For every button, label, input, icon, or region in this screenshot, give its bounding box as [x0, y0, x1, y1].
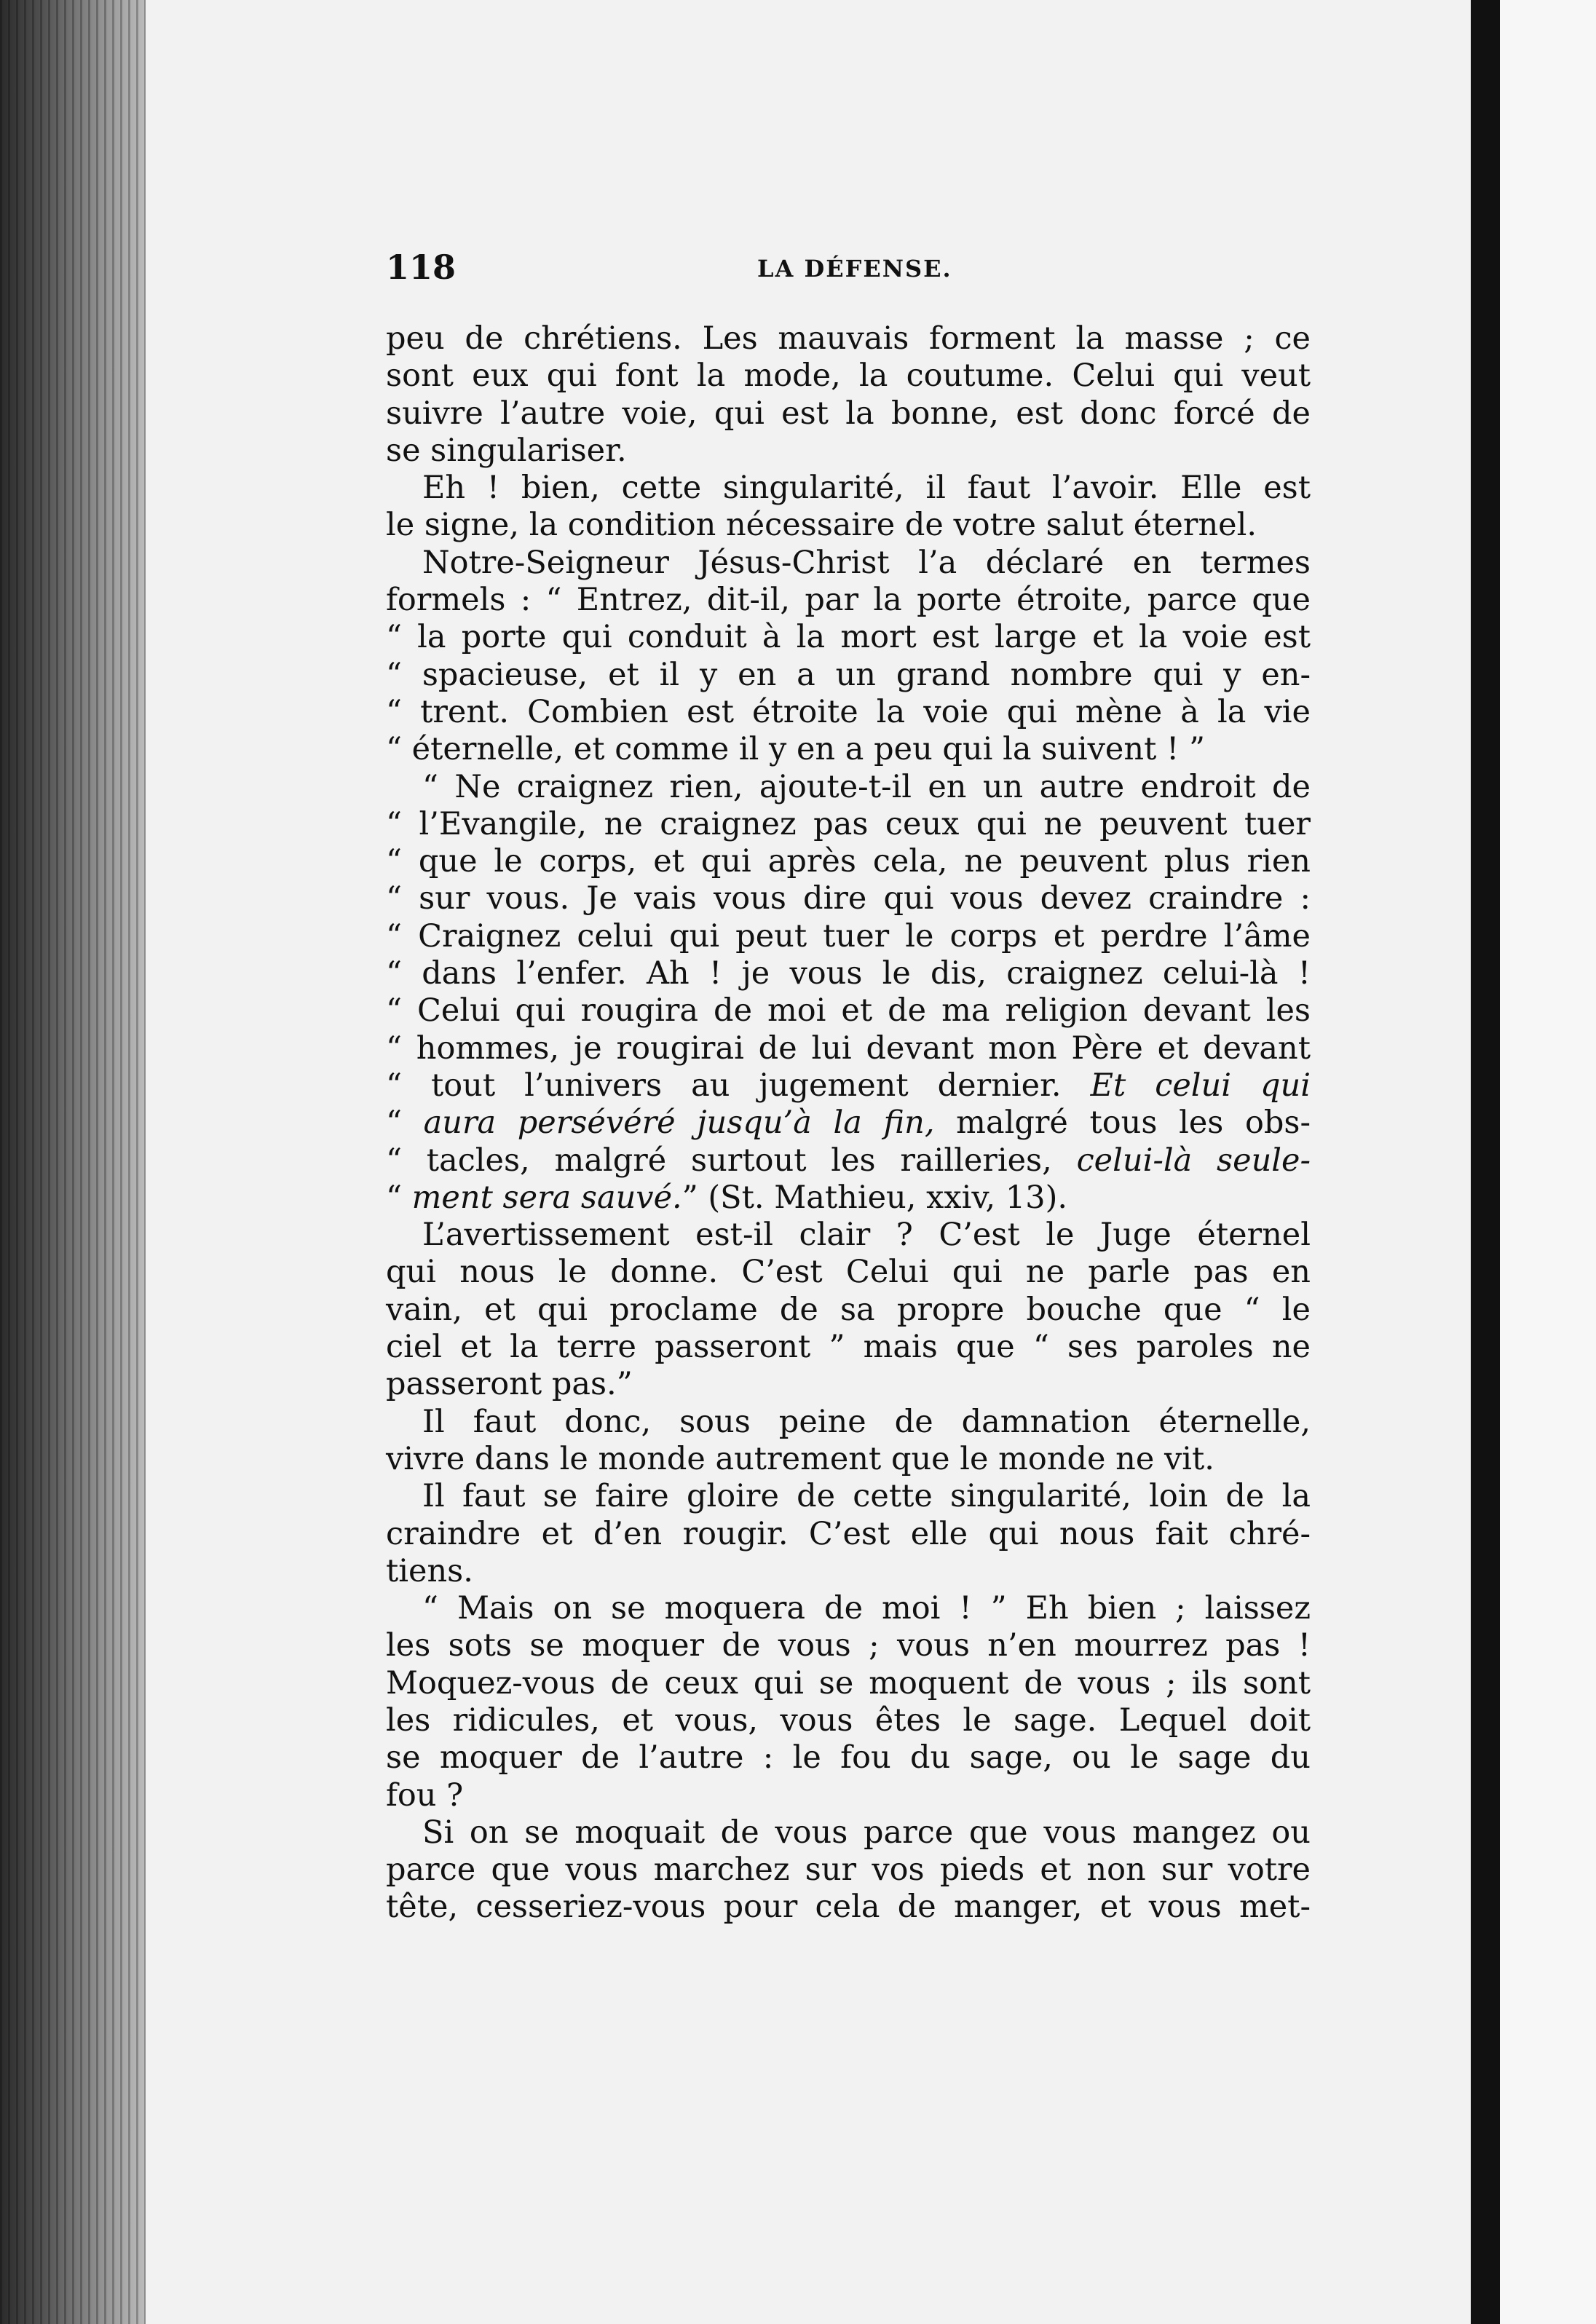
- page-right-border: [1471, 0, 1500, 2324]
- text-line: “ ment sera sauvé.” (St. Mathieu, xxiv, 13).: [386, 1179, 1068, 1216]
- text-line: vivre dans le monde autrement que le monde ne vit.: [386, 1440, 1214, 1477]
- text-line: “ tout l’univers au jugement dernier. Et celui qui: [386, 1067, 1311, 1104]
- text-line: le signe, la condition nécessaire de votre salut éternel.: [386, 507, 1257, 544]
- text-line: parce que vous marchez sur vos pieds et non sur votre: [386, 1851, 1311, 1889]
- running-title: LA DÉFENSE.: [757, 255, 952, 282]
- text-line: “ la porte qui conduit à la mort est large et la voie est: [386, 619, 1311, 656]
- text-line: les ridicules, et vous, vous êtes le sage. Lequel doit: [386, 1702, 1311, 1739]
- text-line: ciel et la terre passeront ” mais que “ ses paroles ne: [386, 1329, 1311, 1366]
- text-line: passeront pas.”: [386, 1366, 633, 1403]
- text-line: vain, et qui proclame de sa propre bouche que “ le: [386, 1291, 1311, 1328]
- text-line: Moquez-vous de ceux qui se moquent de vous ; ils sont: [386, 1664, 1311, 1702]
- text-line: “ Ne craignez rien, ajoute-t-il en un autre endroit de: [422, 768, 1311, 805]
- scan-margin: [1500, 0, 1596, 2324]
- text-line: se moquer de l’autre : le fou du sage, ou le sage du: [386, 1739, 1311, 1776]
- text-line: craindre et d’en rougir. C’est elle qui nous fait chré-: [386, 1515, 1311, 1552]
- text-line: “ tacles, malgré surtout les railleries, celui-là seule-: [386, 1142, 1311, 1179]
- page-header: [386, 248, 1311, 291]
- text-line: les sots se moquer de vous ; vous n’en mourrez pas !: [386, 1627, 1311, 1664]
- text-line: “ hommes, je rougirai de lui devant mon Père et devant: [386, 1029, 1311, 1067]
- text-line: Eh ! bien, cette singularité, il faut l’avoir. Elle est: [422, 470, 1311, 507]
- text-line: tiens.: [386, 1552, 473, 1589]
- text-line: suivre l’autre voie, qui est la bonne, est donc forcé de: [386, 395, 1311, 432]
- text-line: “ sur vous. Je vais vous dire qui vous devez craindre :: [386, 880, 1311, 917]
- text-line: “ trent. Combien est étroite la voie qui mène à la vie: [386, 693, 1311, 730]
- text-line: Il faut donc, sous peine de damnation éternelle,: [422, 1403, 1311, 1440]
- text-line: fou ?: [386, 1776, 464, 1814]
- text-line: Notre-Seigneur Jésus-Christ l’a déclaré en termes: [422, 544, 1311, 581]
- text-line: Il faut se faire gloire de cette singularité, loin de la: [422, 1478, 1311, 1515]
- text-line: L’avertissement est-il clair ? C’est le Juge éternel: [422, 1217, 1311, 1254]
- text-line: sont eux qui font la mode, la coutume. Celui qui veut: [386, 357, 1311, 395]
- text-line: tête, cesseriez-vous pour cela de manger, et vous met-: [386, 1889, 1311, 1926]
- text-line: qui nous le donne. C’est Celui qui ne parle pas en: [386, 1254, 1311, 1291]
- text-line: peu de chrétiens. Les mauvais forment la masse ; ce: [386, 320, 1311, 357]
- body-text: [386, 320, 1311, 1926]
- text-line: “ aura persévéré jusqu’à la fin, malgré tous les obs-: [386, 1104, 1311, 1142]
- text-line: se singulariser.: [386, 432, 627, 469]
- text-line: formels : “ Entrez, dit-il, par la porte étroite, parce que: [386, 582, 1311, 619]
- text-line: “ Craignez celui qui peut tuer le corps et perdre l’âme: [386, 917, 1311, 954]
- text-line: “ Mais on se moquera de moi ! ” Eh bien ; laissez: [422, 1590, 1311, 1627]
- text-line: “ que le corps, et qui après cela, ne peuvent plus rien: [386, 843, 1311, 880]
- text-line: “ éternelle, et comme il y en a peu qui la suivent ! ”: [386, 731, 1205, 768]
- text-line: “ dans l’enfer. Ah ! je vous le dis, craignez celui-là !: [386, 955, 1311, 992]
- text-line: Si on se moquait de vous parce que vous mangez ou: [422, 1814, 1311, 1851]
- text-line: “ l’Evangile, ne craignez pas ceux qui ne peuvent tuer: [386, 805, 1311, 842]
- page-number: 118: [386, 248, 457, 287]
- text-line: “ spacieuse, et il y en a un grand nombre qui y en-: [386, 656, 1311, 693]
- text-line: “ Celui qui rougira de moi et de ma religion devant les: [386, 992, 1311, 1029]
